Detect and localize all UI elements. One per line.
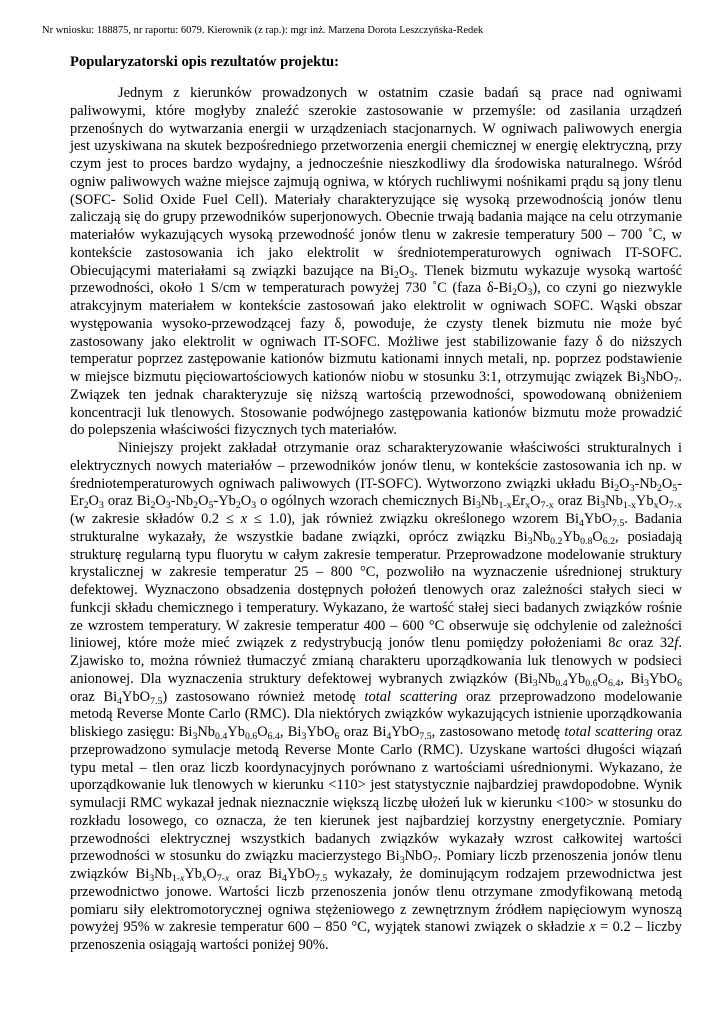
paragraph-results: Niniejszy projekt zakładał otrzymanie oraz scharakteryzowanie właściwości strukturalnych i elektrycznych nowych materiałów – przewodników jonów tlenu, w kontekście zastosowania ich np. w średniotemperaturowych ogniwach paliwowych (IT-SOFC). Wytworzono związki układu $Bi_2O_3-Nb_2O_5-Er_2O_3$ oraz $Bi_2O_3-Nb_2O_5-Yb_2O_3$ o ogólnych wzorach chemicznych $Bi_3Nb_{1-x}Er_xO_{7-x}$ oraz $Bi_3Nb_{1-x}Yb_xO_{7-x}$ (w zakresie składów 0.2 ≤ x ≤ 1.0), jak również związku określonego wzorem $Bi_4YbO_{7.5}$. Badania strukturalne wykazały, że wszystkie badane związki, oprócz związku $Bi_3Nb_{0.2}Yb_{0.8}O_{6.2}$, posiadają strukturę regularną typu fluorytu w całym zakresie temperatur. Przeprowadzone modelowanie struktury krystalicznej w zakresie temperatur 25 – 800 °C, pozwoliło na wyznaczenie uśrednionej struktury defektowej. Wyznaczono obsadzenia dostępnych położeń tlenowych oraz zależności stałych sieci w funkcji składu chemicznego i temperatury. Wykazano, że wartość stałej sieci badanych związków rośnie ze wzrostem temperatury. W zakresie temperatur 400 – 600 °C obserwuje się odchylenie od zależności liniowej, które może mieć związek z redystrybucją jonów tlenu pomiędzy położeniami 8c oraz 32f. Zjawisko to, można również tłumaczyć zmianą charakteru uporządkowania luk tlenowych w podsieci anionowej. Dla wyznaczenia struktury defektowej wybranych związków ($Bi_3Nb_{0.4}Yb_{0.6}O_{6.4}$, $Bi_3YbO_6$ oraz $Bi_4YbO_{7.5}$) zastosowano również metodę total scattering oraz przeprowadzono modelowanie metodą Reverse Monte Carlo (RMC). Dla niektórych związków wykazujących istnienie uporządkowania bliskiego zasięgu: $Bi_3Nb_{0.4}Yb_{0.6}O_{6.4}$, $Bi_3YbO_6$ oraz $Bi_4YbO_{7.5}$, zastosowano metodę total scattering oraz przeprowadzono symulacje metodą Reverse Monte Carlo (RMC). Uzyskane wartości długości wiązań typu metal – tlen oraz liczb koordynacyjnych porównano z wartościami uśrednionymi. Wykazano, że uporządkowanie luk tlenowych w kierunku <110> jest statystycznie najbardziej prawdopodobne. Wynik symulacji RMC wykazał jednak nieznacznie większą liczbę ułożeń luk w kierunku <100> w stosunku do rozkładu losowego, co oznacza, że ten kierunek jest najbardziej korzystny energetycznie. Pomiary przewodności elektrycznej wszystkich badanych związków wykazały wzrost całkowitej wartości przewodności w stosunku do związku macierzystego $Bi_3NbO_7$. Pomiary liczb przenoszenia jonów tlenu związków $Bi_3Nb_{1-x}Yb_xO_{7-x}$ oraz $Bi_4YbO_{7.5}$ wykazały, że dominującym rodzajem przewodnictwa jest przewodnictwo jonowe. Wartości liczb przenoszenia jonów tlenu otrzymane zmodyfikowaną metodą pomiaru siły elektromotorycznej ogniwa stężeniowego z zewnętrznym źródłem napięciowym wynoszą powyżej 95% w zakresie temperatur 600 – 850 °C, wyjątek stanowi związek o składzie x = 0.2 – liczby przenoszenia osiągają wartości poniżej 90%. [70,440,683,953]
section-title: Popularyzatorski opis rezultatów projektu: [70,54,340,70]
document-body [70,85,682,955]
report-header: Nr wniosku: 188875, nr raportu: 6079. Kierownik (z rap.): mgr inż. Marzena Dorota Leszczyńska-Redek [42,25,484,36]
paragraph-intro: Jednym z kierunków prowadzonych w ostatnim czasie badań są prace nad ogniwami paliwowymi, które mogłyby znaleźć szerokie zastosowanie w przemyśle: od zasilania urządzeń przenośnych do wytwarzania energii w urządzeniach stacjonarnych. W ogniwach paliwowych energia jest uzyskiwana na skutek bezpośredniego przetworzenia energii chemicznej w energię elektryczną, przy czym jest to proces bardzo wydajny, a jednocześnie nieszkodliwy dla środowiska naturalnego. Wśród ogniw paliwowych ważne miejsce zajmują ogniwa, w których ruchliwymi nośnikami prądu są jony tlenu (SOFC- Solid Oxide Fuel Cell). Materiały charakteryzujące się wysoką przewodnością jonów tlenu zaliczają się do grupy przewodników superjonowych. Obecnie trwają badania mające na celu otrzymanie materiałów wykazujących wysoką przewodność jonów tlenu w zakresie temperatury 500 – 700 ˚C, w kontekście zastosowania ich jako elektrolit w średniotemperaturowych ogniwach IT-SOFC. Obiecującymi materiałami są związki bazujące na $Bi_2O_3$. Tlenek bizmutu wykazuje wysoką wartość przewodności, około 1 S/cm w temperaturach powyżej 730 ˚C (faza $\delta-Bi_2O_3$), co czyni go niezwykle atrakcyjnym materiałem w kontekście zastosowań jako elektrolit w ogniwach SOFC. Wąski obszar występowania wysoko-przewodzącej fazy δ, powoduje, że czysty tlenek bizmutu nie może być zastosowany jako elektrolit w ogniwach IT-SOFC. Możliwe jest stabilizowanie fazy δ do niższych temperatur poprzez zastępowanie kationów bizmutu kationami innych metali, np. poprzez podstawienie w miejsce bizmutu pięciowartościowych kationów niobu w stosunku 3:1, otrzymując związek $Bi_3NbO_7$. Związek ten jednak charakteryzuje się niższą wartością przewodności, spowodowaną obniżeniem koncentracji luk tlenowych. Stosowanie podwójnego zastępowania kationów bizmutu może prowadzić do polepszenia właściwości fizycznych tych materiałów. [70,85,682,439]
